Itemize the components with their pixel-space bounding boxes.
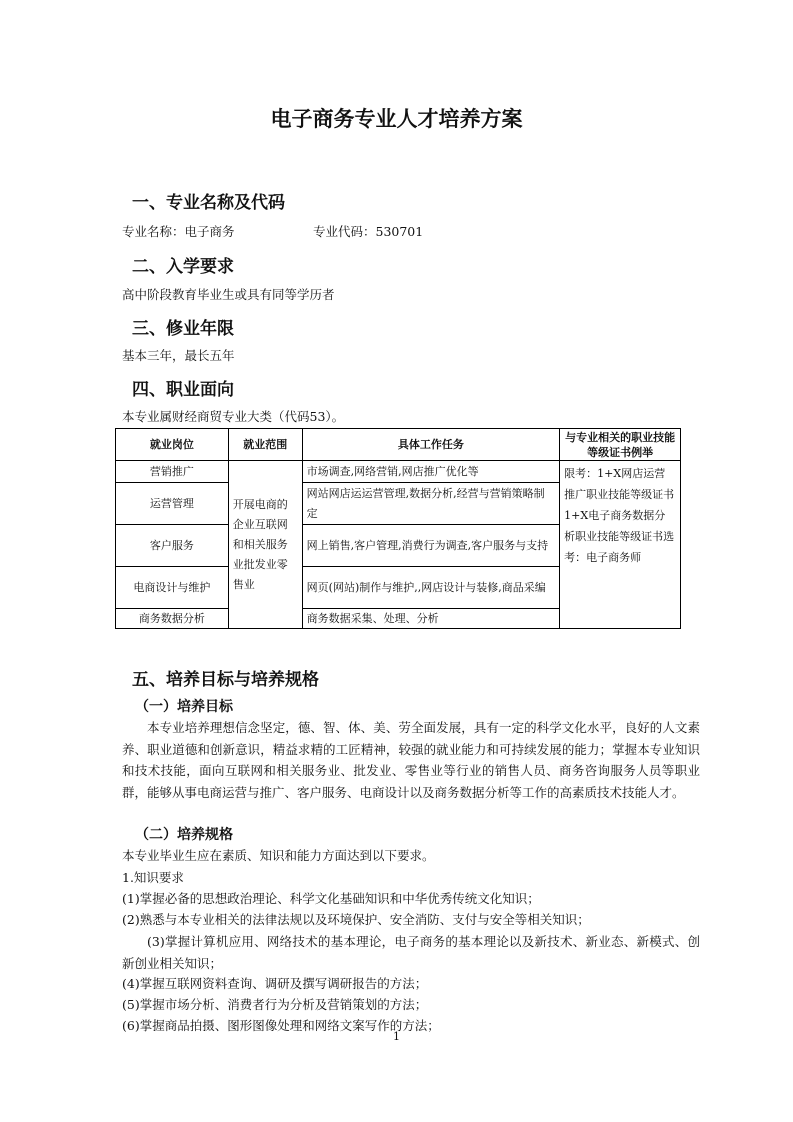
task-cell: 网页(网站)制作与维护,,网店设计与装修,商品采编 (302, 567, 560, 609)
scope-cell: 开展电商的企业互联网和相关服务业批发业零售业 (228, 461, 302, 629)
subheading-goal: （一）培养目标 (135, 699, 233, 715)
job-cell: 电商设计与维护 (116, 567, 229, 609)
knowledge-item: (5)掌握市场分析、消费者行为分析及营销策划的方法； (122, 997, 428, 1012)
section-heading-duration: 三、修业年限 (132, 319, 234, 339)
page-number: 1 (393, 1030, 400, 1043)
spec-intro: 本专业毕业生应在素质、知识和能力方面达到以下要求。 (122, 848, 435, 863)
goal-paragraph: 本专业培养理想信念坚定，德、智、体、美、劳全面发展，具有一定的科学文化水平，良好的人文素养、职业道德和创新意识，精益求精的工匠精神，较强的就业能力和可持续发展的能力；掌握本专业知识和技术技能，面向互联网和相关服务业、批发业、零售业等行业的销售人员、商务咨询服务人员等职业群，能够从事电商运营与推广、客户服务、电商设计以及商务数据分析等工作的高素质技术技能人才。 (122, 720, 700, 800)
knowledge-item: (2)熟悉与本专业相关的法律法规以及环境保护、安全消防、支付与安全等相关知识； (122, 912, 590, 927)
task-cell: 网站网店运运营管理,数据分析,经营与营销策略制定 (302, 483, 560, 525)
job-cell: 客户服务 (116, 525, 229, 567)
document-title: 电子商务专业人才培养方案 (270, 107, 523, 131)
admission-text: 高中阶段教育毕业生或具有同等学历者 (122, 287, 335, 302)
knowledge-item: (3)掌握计算机应用、网络技术的基本理论，电子商务的基本理论以及新技术、新业态、新模式、创新创业相关知识； (122, 934, 700, 971)
career-table (115, 428, 681, 629)
knowledge-item: (6)掌握商品拍摄、图形图像处理和网络文案写作的方法； (122, 1018, 440, 1033)
table-header-row (116, 429, 681, 461)
section-heading-major-code: 一、专业名称及代码 (132, 193, 285, 213)
table-header: 具体工作任务 (302, 429, 560, 461)
knowledge-item: (4)掌握互联网资料查询、调研及撰写调研报告的方法； (122, 976, 428, 991)
duration-text: 基本三年，最长五年 (122, 348, 235, 363)
career-intro: 本专业属财经商贸专业大类（代码53）。 (122, 409, 345, 424)
task-cell: 市场调查,网络营销,网店推广优化等 (302, 461, 560, 483)
table-row (116, 461, 681, 483)
section-heading-admission: 二、入学要求 (132, 257, 234, 277)
job-cell: 商务数据分析 (116, 609, 229, 629)
table-header: 就业岗位 (116, 429, 229, 461)
job-cell: 运营管理 (116, 483, 229, 525)
subheading-spec: （二）培养规格 (135, 827, 233, 843)
task-cell: 商务数据采集、处理、分析 (302, 609, 560, 629)
certificates-cell: 限考：1+X网店运营推广职业技能等级证书1+X电子商务数据分析职业技能等级证书选考：电子商务师 (560, 461, 681, 629)
job-cell: 营销推广 (116, 461, 229, 483)
table-header: 与专业相关的职业技能等级证书例举 (560, 429, 681, 461)
task-cell: 网上销售,客户管理,消费行为调查,客户服务与支持 (302, 525, 560, 567)
major-name: 专业名称：电子商务 (122, 224, 235, 239)
table-header: 就业范围 (228, 429, 302, 461)
knowledge-heading: 1.知识要求 (122, 870, 184, 885)
section-heading-goals: 五、培养目标与培养规格 (132, 670, 319, 690)
section-heading-career: 四、职业面向 (132, 380, 234, 400)
major-code: 专业代码：530701 (313, 224, 424, 239)
knowledge-item: (1)掌握必备的思想政治理论、科学文化基础知识和中华优秀传统文化知识； (122, 891, 540, 906)
